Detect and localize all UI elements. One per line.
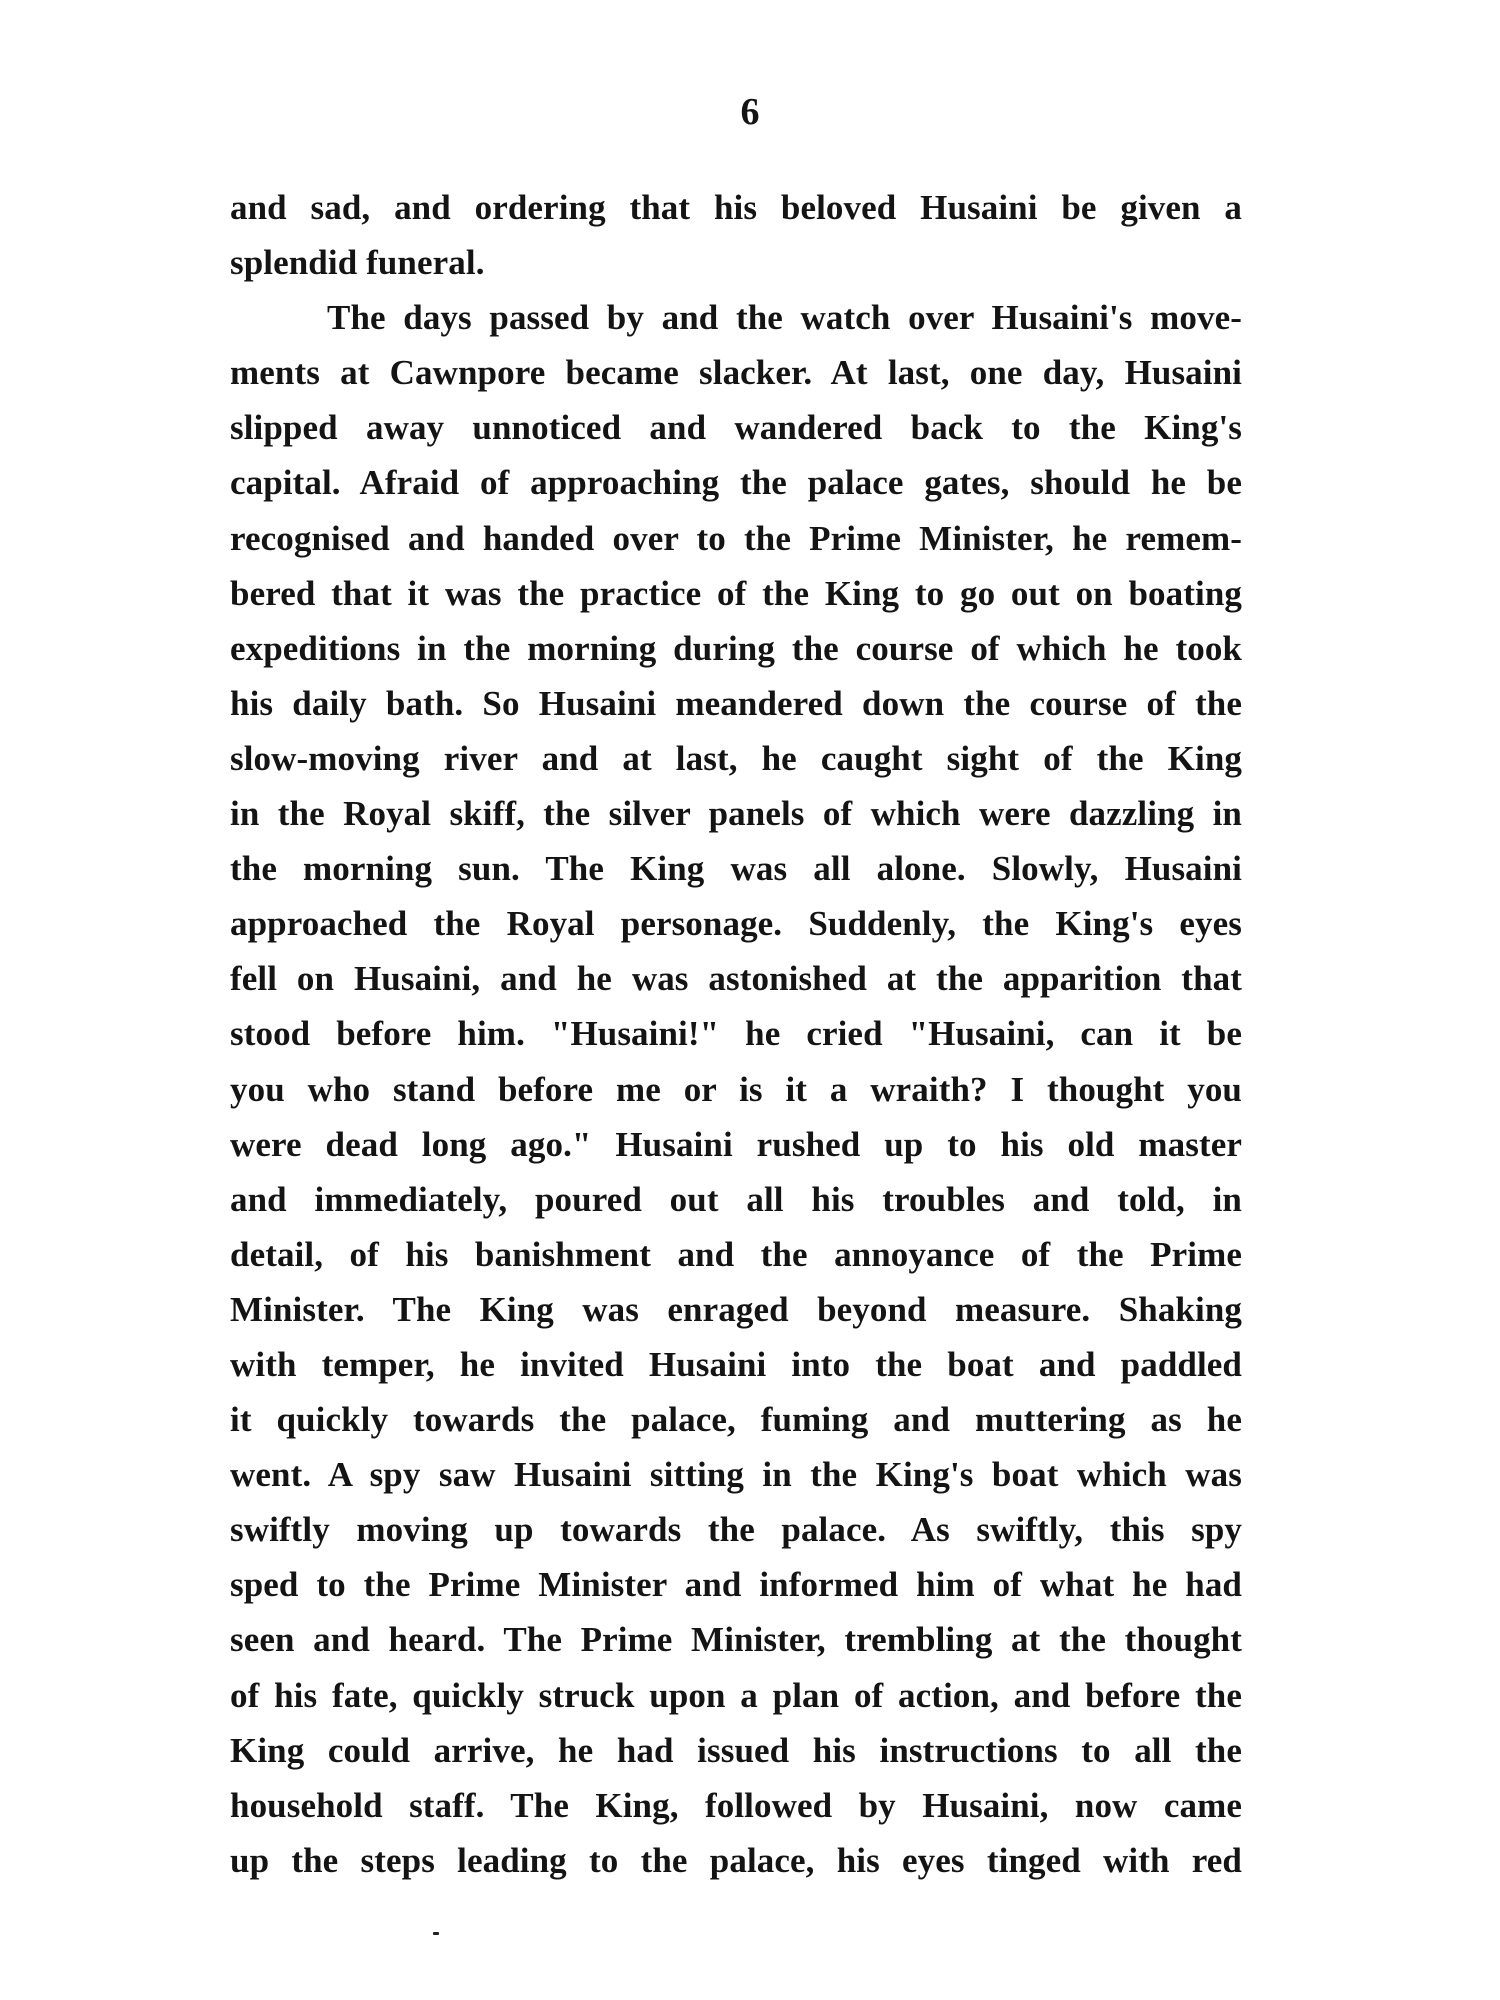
text-line: and immediately, poured out all his troubles and told, in (230, 1179, 1242, 1219)
text-line: up the steps leading to the palace, his eyes tinged with red (230, 1840, 1242, 1880)
text-line: splendid funeral. (230, 243, 485, 283)
text-line: expeditions in the morning during the course of which he took (230, 628, 1242, 668)
text-line: went. A spy saw Husaini sitting in the King's boat which was (230, 1455, 1242, 1495)
page-number: 6 (740, 91, 760, 133)
text-line: bered that it was the practice of the King to go out on boating (230, 573, 1242, 613)
text-line: with temper, he invited Husaini into the boat and paddled (230, 1344, 1242, 1384)
text-line: King could arrive, he had issued his instructions to all the (230, 1730, 1242, 1770)
text-line: household staff. The King, followed by Husaini, now came (230, 1785, 1242, 1825)
text-line: slipped away unnoticed and wandered back to the King's (230, 408, 1242, 448)
text-line: sped to the Prime Minister and informed him of what he had (230, 1565, 1242, 1605)
text-line: detail, of his banishment and the annoyance of the Prime (230, 1234, 1242, 1274)
text-line: it quickly towards the palace, fuming and muttering as he (230, 1400, 1242, 1440)
text-line: fell on Husaini, and he was astonished at the apparition that (230, 959, 1242, 999)
body-text (230, 180, 1242, 1888)
text-line: the morning sun. The King was all alone. Slowly, Husaini (230, 849, 1242, 889)
text-line: slow-moving river and at last, he caught sight of the King (230, 738, 1242, 778)
text-line: Minister. The King was enraged beyond measure. Shaking (230, 1289, 1242, 1329)
text-line: The days passed by and the watch over Husaini's move- (327, 298, 1242, 338)
text-line: stood before him. "Husaini!" he cried "Husaini, can it be (230, 1014, 1242, 1054)
text-line: were dead long ago." Husaini rushed up to his old master (230, 1124, 1242, 1164)
text-line: you who stand before me or is it a wraith? I thought you (230, 1069, 1242, 1109)
text-line: and sad, and ordering that his beloved Husaini be given a (230, 188, 1242, 227)
text-line: swiftly moving up towards the palace. As swiftly, this spy (230, 1510, 1242, 1550)
text-line: approached the Royal personage. Suddenly, the King's eyes (230, 904, 1242, 944)
text-line: recognised and handed over to the Prime Minister, he remem- (230, 518, 1242, 558)
text-line: his daily bath. So Husaini meandered down the course of the (230, 683, 1242, 723)
text-line: of his fate, quickly struck upon a plan of action, and before the (230, 1675, 1242, 1715)
text-line: capital. Afraid of approaching the palace gates, should he be (230, 463, 1242, 503)
text-line: in the Royal skiff, the silver panels of which were dazzling in (230, 794, 1242, 834)
text-line: seen and heard. The Prime Minister, trembling at the thought (230, 1620, 1242, 1660)
text-line: ments at Cawnpore became slacker. At last, one day, Husaini (230, 353, 1242, 393)
ink-speck (433, 1932, 439, 1935)
